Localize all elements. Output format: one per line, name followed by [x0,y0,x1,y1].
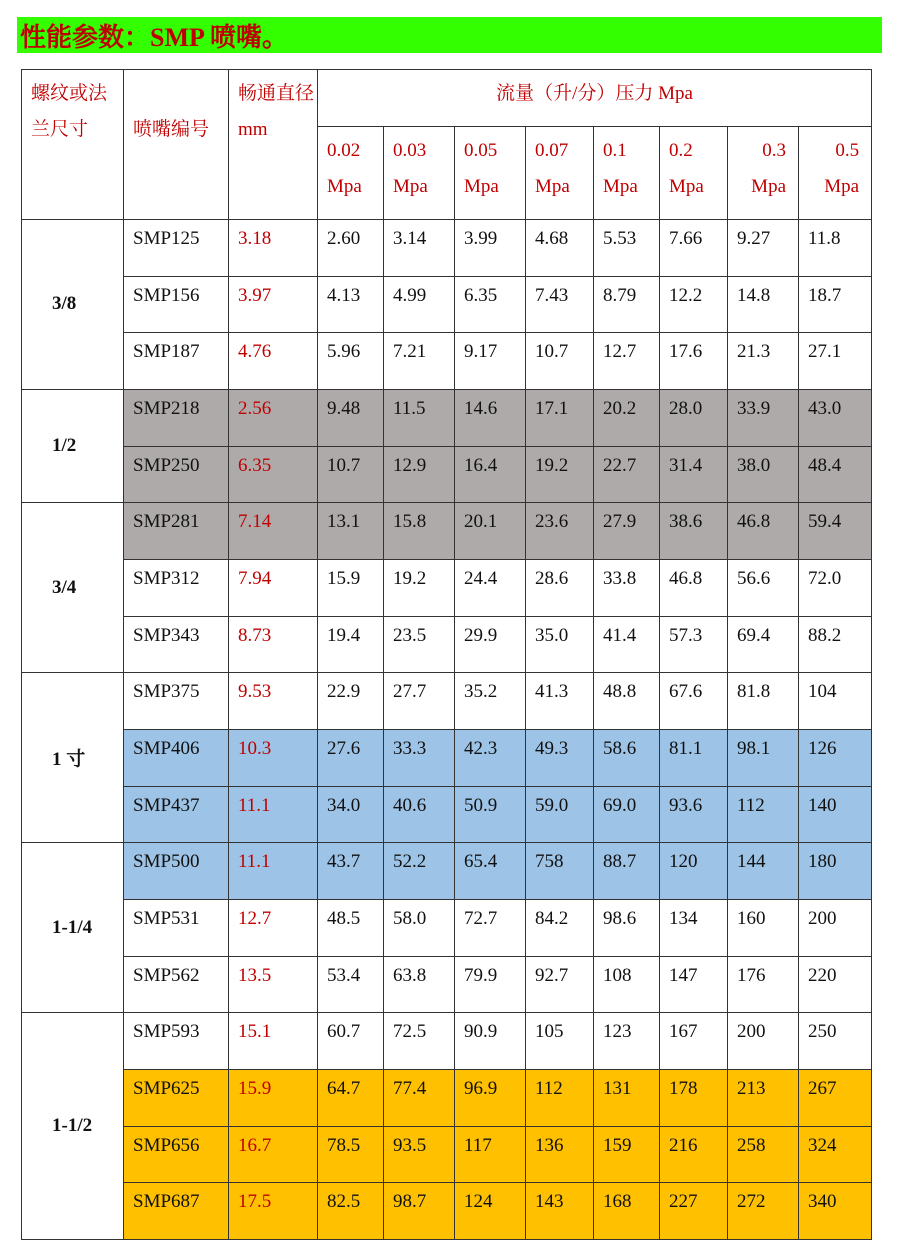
flow-cell: 67.6 [660,673,728,730]
pressure-header-0_07 [526,127,594,220]
flow-cell: 227 [660,1183,728,1240]
nozzle-code-cell: SMP375 [124,673,229,730]
flow-cell: 60.7 [318,1013,384,1070]
flow-cell: 3.14 [384,220,455,277]
flow-cell: 59.0 [526,786,594,843]
diameter-cell: 11.1 [229,786,318,843]
diameter-cell: 11.1 [229,843,318,900]
diameter-cell: 12.7 [229,899,318,956]
flow-cell: 19.2 [526,446,594,503]
flow-cell: 42.3 [455,729,526,786]
pressure-header-0_3 [728,127,799,220]
pressure-unit: Mpa [535,176,570,197]
pressure-value: 0.03 [393,140,427,161]
pressure-unit: Mpa [393,176,428,197]
header-code-label: 喷嘴编号 [124,70,229,220]
flow-cell: 69.4 [728,616,799,673]
diameter-cell: 8.73 [229,616,318,673]
flow-cell: 77.4 [384,1069,455,1126]
flow-cell: 35.2 [455,673,526,730]
flow-cell: 5.96 [318,333,384,390]
flow-cell: 258 [728,1126,799,1183]
flow-cell: 65.4 [455,843,526,900]
flow-cell: 4.13 [318,276,384,333]
table-row [22,1069,872,1126]
flow-cell: 105 [526,1013,594,1070]
flow-cell: 27.6 [318,729,384,786]
flow-cell: 33.8 [594,559,660,616]
nozzle-code-cell: SMP593 [124,1013,229,1070]
diameter-cell: 9.53 [229,673,318,730]
pressure-header-0_2 [660,127,728,220]
flow-cell: 72.0 [799,559,872,616]
flow-cell: 4.99 [384,276,455,333]
flow-cell: 108 [594,956,660,1013]
flow-cell: 18.7 [799,276,872,333]
pressure-unit: Mpa [327,176,362,197]
flow-cell: 6.35 [455,276,526,333]
diameter-cell: 10.3 [229,729,318,786]
flow-cell: 59.4 [799,503,872,560]
flow-cell: 11.5 [384,389,455,446]
flow-cell: 16.4 [455,446,526,503]
nozzle-code-cell: SMP500 [124,843,229,900]
flow-cell: 31.4 [660,446,728,503]
flow-cell: 340 [799,1183,872,1240]
table-row [22,956,872,1013]
diameter-cell: 15.1 [229,1013,318,1070]
pressure-value: 0.07 [535,140,569,161]
diameter-cell: 7.14 [229,503,318,560]
flow-cell: 112 [526,1069,594,1126]
pressure-unit: Mpa [464,176,499,197]
flow-cell: 29.9 [455,616,526,673]
flow-cell: 93.5 [384,1126,455,1183]
table-row [22,559,872,616]
flow-cell: 19.4 [318,616,384,673]
flow-cell: 140 [799,786,872,843]
flow-cell: 147 [660,956,728,1013]
flow-cell: 159 [594,1126,660,1183]
flow-cell: 20.1 [455,503,526,560]
flow-cell: 28.0 [660,389,728,446]
flow-cell: 120 [660,843,728,900]
flow-cell: 40.6 [384,786,455,843]
flow-cell: 7.21 [384,333,455,390]
flow-cell: 98.1 [728,729,799,786]
flow-cell: 117 [455,1126,526,1183]
flow-cell: 48.4 [799,446,872,503]
flow-cell: 38.6 [660,503,728,560]
flow-cell: 267 [799,1069,872,1126]
flow-cell: 35.0 [526,616,594,673]
flow-cell: 27.9 [594,503,660,560]
flow-cell: 10.7 [526,333,594,390]
table-row [22,786,872,843]
flow-cell: 19.2 [384,559,455,616]
flow-cell: 48.5 [318,899,384,956]
performance-table [21,69,872,1240]
flow-cell: 9.17 [455,333,526,390]
flow-cell: 27.1 [799,333,872,390]
pressure-header-0_1 [594,127,660,220]
header-flow-label: 流量（升/分）压力 Mpa [318,70,872,127]
thread-size-cell: 1 寸 [22,673,124,843]
nozzle-code-cell: SMP156 [124,276,229,333]
nozzle-code-cell: SMP406 [124,729,229,786]
flow-cell: 98.6 [594,899,660,956]
flow-cell: 90.9 [455,1013,526,1070]
table-row [22,673,872,730]
flow-cell: 17.6 [660,333,728,390]
flow-cell: 43.0 [799,389,872,446]
table-row [22,1013,872,1070]
flow-cell: 27.7 [384,673,455,730]
flow-cell: 272 [728,1183,799,1240]
flow-cell: 176 [728,956,799,1013]
flow-cell: 20.2 [594,389,660,446]
flow-cell: 38.0 [728,446,799,503]
flow-cell: 72.5 [384,1013,455,1070]
diameter-cell: 3.18 [229,220,318,277]
flow-cell: 41.3 [526,673,594,730]
flow-cell: 14.6 [455,389,526,446]
flow-cell: 24.4 [455,559,526,616]
flow-cell: 213 [728,1069,799,1126]
flow-cell: 78.5 [318,1126,384,1183]
nozzle-code-cell: SMP656 [124,1126,229,1183]
table-row [22,503,872,560]
flow-cell: 28.6 [526,559,594,616]
flow-cell: 131 [594,1069,660,1126]
table-row [22,1183,872,1240]
flow-cell: 46.8 [660,559,728,616]
flow-cell: 250 [799,1013,872,1070]
nozzle-code-cell: SMP312 [124,559,229,616]
header-size-label: 螺纹或法兰尺寸 [22,70,124,220]
table-row [22,220,872,277]
pressure-unit: Mpa [751,176,786,197]
flow-cell: 17.1 [526,389,594,446]
flow-cell: 178 [660,1069,728,1126]
table-body [22,70,872,1240]
flow-cell: 53.4 [318,956,384,1013]
flow-cell: 200 [799,899,872,956]
flow-cell: 56.6 [728,559,799,616]
flow-cell: 143 [526,1183,594,1240]
flow-cell: 57.3 [660,616,728,673]
thread-size-cell: 3/8 [22,220,124,390]
thread-size-cell: 1-1/4 [22,843,124,1013]
flow-cell: 220 [799,956,872,1013]
flow-cell: 52.2 [384,843,455,900]
flow-cell: 112 [728,786,799,843]
flow-cell: 33.3 [384,729,455,786]
flow-cell: 58.0 [384,899,455,956]
flow-cell: 92.7 [526,956,594,1013]
diameter-cell: 17.5 [229,1183,318,1240]
flow-cell: 43.7 [318,843,384,900]
flow-cell: 21.3 [728,333,799,390]
thread-size-cell: 1-1/2 [22,1013,124,1240]
flow-cell: 79.9 [455,956,526,1013]
flow-cell: 10.7 [318,446,384,503]
flow-cell: 72.7 [455,899,526,956]
flow-cell: 33.9 [728,389,799,446]
flow-cell: 23.6 [526,503,594,560]
pressure-unit: Mpa [669,176,704,197]
flow-cell: 14.8 [728,276,799,333]
flow-cell: 96.9 [455,1069,526,1126]
flow-cell: 82.5 [318,1183,384,1240]
nozzle-code-cell: SMP687 [124,1183,229,1240]
flow-cell: 11.8 [799,220,872,277]
flow-cell: 12.9 [384,446,455,503]
flow-cell: 124 [455,1183,526,1240]
flow-cell: 136 [526,1126,594,1183]
page-title-bar [17,17,882,53]
header-diameter-label: 畅通直径 mm [229,70,318,220]
flow-cell: 98.7 [384,1183,455,1240]
flow-cell: 69.0 [594,786,660,843]
pressure-value: 0.1 [603,140,627,161]
diameter-cell: 4.76 [229,333,318,390]
flow-cell: 2.60 [318,220,384,277]
flow-cell: 324 [799,1126,872,1183]
flow-cell: 3.99 [455,220,526,277]
pressure-header-0_03 [384,127,455,220]
flow-cell: 58.6 [594,729,660,786]
flow-cell: 216 [660,1126,728,1183]
flow-cell: 7.66 [660,220,728,277]
flow-cell: 5.53 [594,220,660,277]
nozzle-code-cell: SMP562 [124,956,229,1013]
flow-cell: 8.79 [594,276,660,333]
nozzle-code-cell: SMP125 [124,220,229,277]
flow-cell: 48.8 [594,673,660,730]
flow-cell: 84.2 [526,899,594,956]
flow-cell: 15.8 [384,503,455,560]
pressure-unit: Mpa [603,176,638,197]
flow-cell: 144 [728,843,799,900]
flow-cell: 13.1 [318,503,384,560]
flow-cell: 12.2 [660,276,728,333]
pressure-header-0_5 [799,127,872,220]
flow-cell: 34.0 [318,786,384,843]
table-row [22,276,872,333]
flow-cell: 104 [799,673,872,730]
flow-cell: 9.48 [318,389,384,446]
table-row [22,446,872,503]
flow-cell: 88.7 [594,843,660,900]
flow-cell: 22.9 [318,673,384,730]
flow-cell: 123 [594,1013,660,1070]
flow-cell: 50.9 [455,786,526,843]
flow-cell: 134 [660,899,728,956]
flow-cell: 126 [799,729,872,786]
pressure-header-0_02 [318,127,384,220]
flow-cell: 22.7 [594,446,660,503]
nozzle-code-cell: SMP625 [124,1069,229,1126]
table-row [22,1126,872,1183]
pressure-value: 0.3 [762,140,786,161]
nozzle-code-cell: SMP437 [124,786,229,843]
pressure-value: 0.02 [327,140,361,161]
table-row [22,616,872,673]
diameter-cell: 16.7 [229,1126,318,1183]
nozzle-code-cell: SMP281 [124,503,229,560]
flow-cell: 167 [660,1013,728,1070]
pressure-value: 0.2 [669,140,693,161]
table-row [22,729,872,786]
diameter-cell: 2.56 [229,389,318,446]
flow-cell: 63.8 [384,956,455,1013]
table-row [22,899,872,956]
flow-cell: 64.7 [318,1069,384,1126]
flow-cell: 41.4 [594,616,660,673]
flow-cell: 81.1 [660,729,728,786]
flow-cell: 46.8 [728,503,799,560]
diameter-cell: 3.97 [229,276,318,333]
diameter-cell: 7.94 [229,559,318,616]
flow-cell: 160 [728,899,799,956]
nozzle-code-cell: SMP250 [124,446,229,503]
thread-size-cell: 3/4 [22,503,124,673]
flow-cell: 9.27 [728,220,799,277]
flow-cell: 23.5 [384,616,455,673]
nozzle-code-cell: SMP343 [124,616,229,673]
flow-cell: 93.6 [660,786,728,843]
flow-cell: 12.7 [594,333,660,390]
page-title: 性能参数：SMP 喷嘴。 [20,22,288,52]
flow-cell: 49.3 [526,729,594,786]
diameter-cell: 13.5 [229,956,318,1013]
nozzle-code-cell: SMP187 [124,333,229,390]
pressure-value: 0.05 [464,140,498,161]
flow-cell: 758 [526,843,594,900]
flow-cell: 4.68 [526,220,594,277]
pressure-value: 0.5 [835,140,860,161]
flow-cell: 88.2 [799,616,872,673]
flow-cell: 7.43 [526,276,594,333]
table-row [22,843,872,900]
nozzle-code-cell: SMP531 [124,899,229,956]
flow-cell: 180 [799,843,872,900]
table-row [22,389,872,446]
flow-cell: 200 [728,1013,799,1070]
pressure-header-0_05 [455,127,526,220]
flow-cell: 81.8 [728,673,799,730]
nozzle-code-cell: SMP218 [124,389,229,446]
flow-cell: 15.9 [318,559,384,616]
thread-size-cell: 1/2 [22,389,124,502]
pressure-unit: Mpa [824,176,860,197]
diameter-cell: 6.35 [229,446,318,503]
flow-cell: 168 [594,1183,660,1240]
table-row [22,333,872,390]
diameter-cell: 15.9 [229,1069,318,1126]
